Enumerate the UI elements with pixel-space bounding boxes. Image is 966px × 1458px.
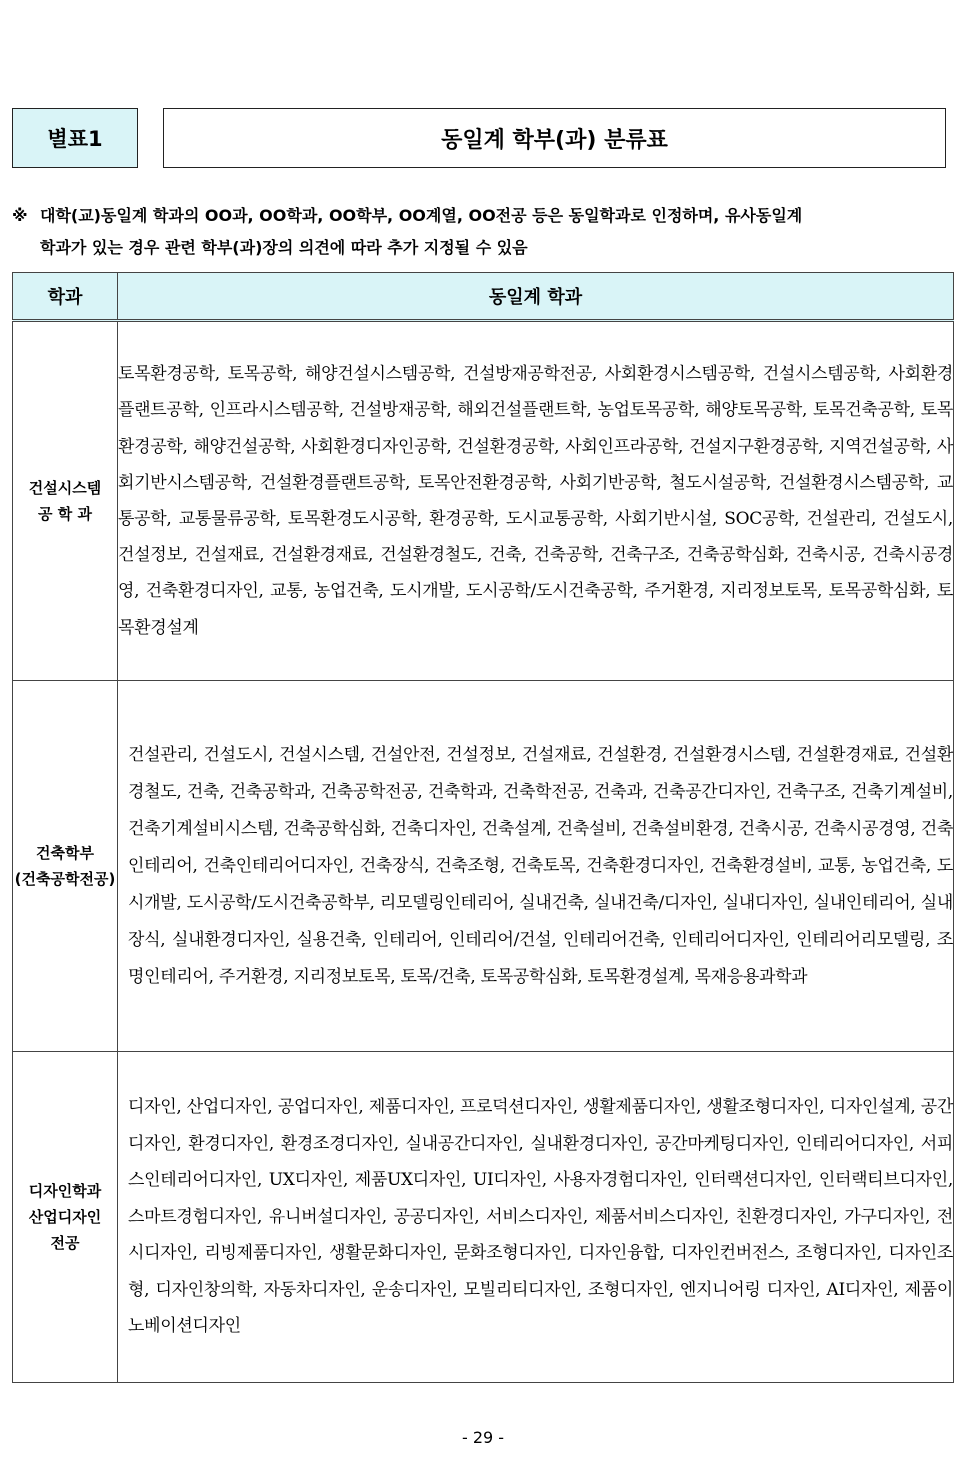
equivalent-list-cell: 디자인, 산업디자인, 공업디자인, 제품디자인, 프로덕션디자인, 생활제품디자인, 생활조형디자인, 디자인설계, 공간디자인, 환경디자인, 환경조경디자인, 실내공간디자인, 실내환경디자인, 공간마케팅디자인, 인테리어디자인, 서피스인테리어디자인, UX디자인, 제품UX디자인, UI디자인, 사용자경험디자인, 인터랙션디자인, 인터랙티브디자인, 스마트경험디자인, 유니버설디자인, 공공디자인, 서비스디자인, 제품서비스디자인, 친환경디자인, 가구디자인, 전시디자인, 리빙제품디자인, 생활문화디자인, 문화조형디자인, 디자인융합, 디자인컨버전스, 조형디자인, 디자인조형, 디자인창의학, 자동차디자인, 운송디자인, 모빌리티디자인, 조형디자인, 엔지니어링 디자인, AI디자인, 제품이노베이션디자인 xyxy=(118,1052,954,1383)
document-title: 동일계 학부(과) 분류표 xyxy=(441,127,668,153)
category-line: 건축학부 xyxy=(36,844,94,862)
reference-mark: ※ xyxy=(12,206,28,225)
table-row xyxy=(13,321,954,681)
header-equivalent-departments: 동일계 학과 xyxy=(118,273,954,321)
page-number: - 29 - xyxy=(461,1428,505,1447)
category-line: 전공 xyxy=(50,1234,80,1252)
table-row xyxy=(13,1052,954,1383)
category-line: 산업디자인 xyxy=(28,1208,102,1226)
notice-line-2: 학과가 있는 경우 관련 학부(과)장의 의견에 따라 추가 지정될 수 있음 xyxy=(40,238,528,257)
appendix-badge-label: 별표1 xyxy=(47,127,103,151)
category-cell xyxy=(13,681,118,1052)
category-line: (건축공학전공) xyxy=(14,870,116,888)
category-cell xyxy=(13,1052,118,1383)
classification-table xyxy=(12,272,954,1383)
category-cell xyxy=(13,321,118,681)
notice-line-1: 대학(교)동일계 학과의 OO과, OO학과, OO학부, OO계열, OO전공 등은 동일학과로 인정하며, 유사동일계 xyxy=(40,206,803,225)
equivalent-list-cell: 토목환경공학, 토목공학, 해양건설시스템공학, 건설방재공학전공, 사회환경시스템공학, 건설시스템공학, 사회환경플랜트공학, 인프라시스템공학, 건설방재공학, 해외건설플랜트학, 농업토목공학, 해양토목공학, 토목건축공학, 토목환경공학, 해양건설공학, 사회환경디자인공학, 건설환경공학, 사회인프라공학, 건설지구환경공학, 지역건설공학, 사회기반시스템공학, 건설환경플랜트공학, 토목안전환경공학, 사회기반공학, 철도시설공학, 건설환경시스템공학, 교통공학, 교통물류공학, 토목환경도시공학, 환경공학, 도시교통공학, 사회기반시설, SOC공학, 건설관리, 건설도시, 건설정보, 건설재료, 건설환경재료, 건설환경철도, 건축, 건축공학, 건축구조, 건축공학심화, 건축시공, 건축시공경영, 건축환경디자인, 교통, 농업건축, 도시개발, 도시공학/도시건축공학, 주거환경, 지리정보토목, 토목공학심화, 토목환경설계 xyxy=(118,321,954,681)
notice xyxy=(12,200,952,264)
category-line: 건설시스템 xyxy=(28,479,102,497)
table-row xyxy=(13,681,954,1052)
appendix-badge xyxy=(12,108,138,168)
table-header-row xyxy=(13,273,954,321)
category-line: 공 학 과 xyxy=(38,505,92,523)
category-line: 디자인학과 xyxy=(28,1182,102,1200)
document-title-box xyxy=(163,108,946,168)
header-department: 학과 xyxy=(13,273,118,321)
equivalent-list-cell: 건설관리, 건설도시, 건설시스템, 건설안전, 건설정보, 건설재료, 건설환경, 건설환경시스템, 건설환경재료, 건설환경철도, 건축, 건축공학과, 건축공학전공, 건축학과, 건축학전공, 건축과, 건축공간디자인, 건축구조, 건축기계설비, 건축기계설비시스템, 건축공학심화, 건축디자인, 건축설계, 건축설비, 건축설비환경, 건축시공, 건축시공경영, 건축인테리어, 건축인테리어디자인, 건축장식, 건축조형, 건축토목, 건축환경디자인, 건축환경설비, 교통, 농업건축, 도시개발, 도시공학/도시건축공학부, 리모델링인테리어, 실내건축, 실내건축/디자인, 실내디자인, 실내인테리어, 실내장식, 실내환경디자인, 실용건축, 인테리어, 인테리어/건설, 인테리어건축, 인테리어디자인, 인테리어리모델링, 조명인테리어, 주거환경, 지리정보토목, 토목/건축, 토목공학심화, 토목환경설계, 목재응용과학과 xyxy=(118,681,954,1052)
